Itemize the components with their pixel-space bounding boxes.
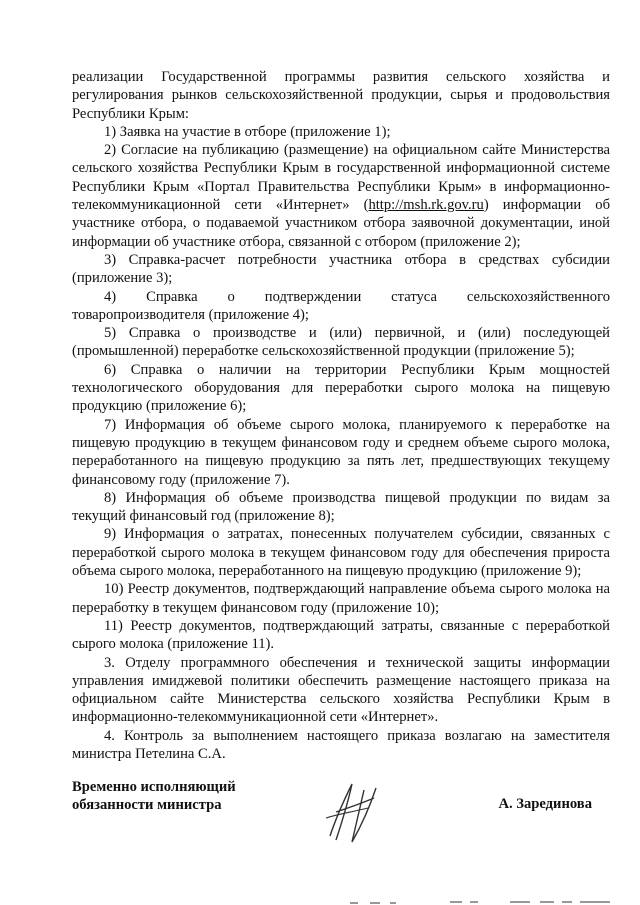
list-item-6: 6) Справка о наличии на территории Республики Крым мощностей технологического оборудования для переработки сырого молока на пищевую продукцию (приложение 6);: [72, 361, 610, 415]
point-4-paragraph: 4. Контроль за выполнением настоящего приказа возлагаю на заместителя министра Петелина С.А.: [72, 727, 610, 762]
document-body: [72, 68, 610, 763]
handwritten-signature: [322, 778, 382, 844]
list-item-1: 1) Заявка на участие в отборе (приложение 1);: [104, 123, 391, 140]
list-item-4: 4) Справка о подтверждении статуса сельскохозяйственного товаропроизводителя (приложение 4);: [72, 288, 610, 323]
list-item-2: [72, 141, 610, 251]
list-item-3: 3) Справка-расчет потребности участника отбора в средствах субсидии (приложение 3);: [72, 251, 610, 287]
list-item-2-text-start: 2) Согласие на публикацию (размещение) на официальном сайте Министерства сельского хозяйства Республики Крым в государственной информационной системе Республики Крым «Портал Правительства Республики Крым» в информационно-телекоммуникационной сети «Интернет» (: [72, 142, 610, 214]
signature-block: [72, 778, 610, 848]
list-item-7: 7) Информация об объеме сырого молока, планируемого к переработке на пищевую продукцию в текущем финансовом году и среднем объеме сырого молока, переработанного на пищевую продукцию за пять лет, предшествующих текущему финансовому году (приложение 7).: [72, 416, 610, 488]
list-item-5: 5) Справка о производстве и (или) первичной, и (или) последующей (промышленной) переработке сельскохозяйственной продукции (приложение 5);: [72, 325, 610, 360]
signatory-position: [72, 778, 236, 815]
signatory-name: А. Зарединова: [498, 796, 592, 812]
ministry-website-link[interactable]: http://msh.rk.gov.ru: [368, 197, 484, 214]
position-line-2: обязанности министра: [72, 797, 222, 814]
list-item-11: 11) Реестр документов, подтверждающий затраты, связанные с переработкой сырого молока (приложение 11).: [72, 617, 610, 653]
list-item-10: 10) Реестр документов, подтверждающий направление объема сырого молока на переработку в текущем финансовом году (приложение 10);: [72, 581, 610, 616]
scan-artifact: [330, 893, 630, 905]
intro-paragraph: реализации Государственной программы развития сельского хозяйства и регулирования рынков сельскохозяйственной продукции, сырья и продовольствия Республики Крым:: [72, 69, 610, 122]
list-item-9: 9) Информация о затратах, понесенных получателем субсидии, связанных с переработкой сырого молока в текущем финансовом году для обеспечения прироста объема сырого молока, переработанного на пищевую продукцию (приложение 9);: [72, 526, 610, 580]
list-item-2-text-end: ) информации об участнике отбора, о подаваемой участником отбора заявочной документации, иной информации об участнике отбора, связанной с отбором (приложение 2);: [72, 197, 611, 250]
list-item-8: 8) Информация об объеме производства пищевой продукции по видам за текущий финансовый год (приложение 8);: [72, 489, 610, 525]
position-line-1: Временно исполняющий: [72, 779, 236, 795]
point-3-paragraph: 3. Отделу программного обеспечения и технической защиты информации управления имиджевой политики обеспечить размещение настоящего приказа на официальном сайте Министерства сельского хозяйства Республики Крым в информационно-телекоммуникационной сети «Интернет».: [72, 654, 610, 726]
